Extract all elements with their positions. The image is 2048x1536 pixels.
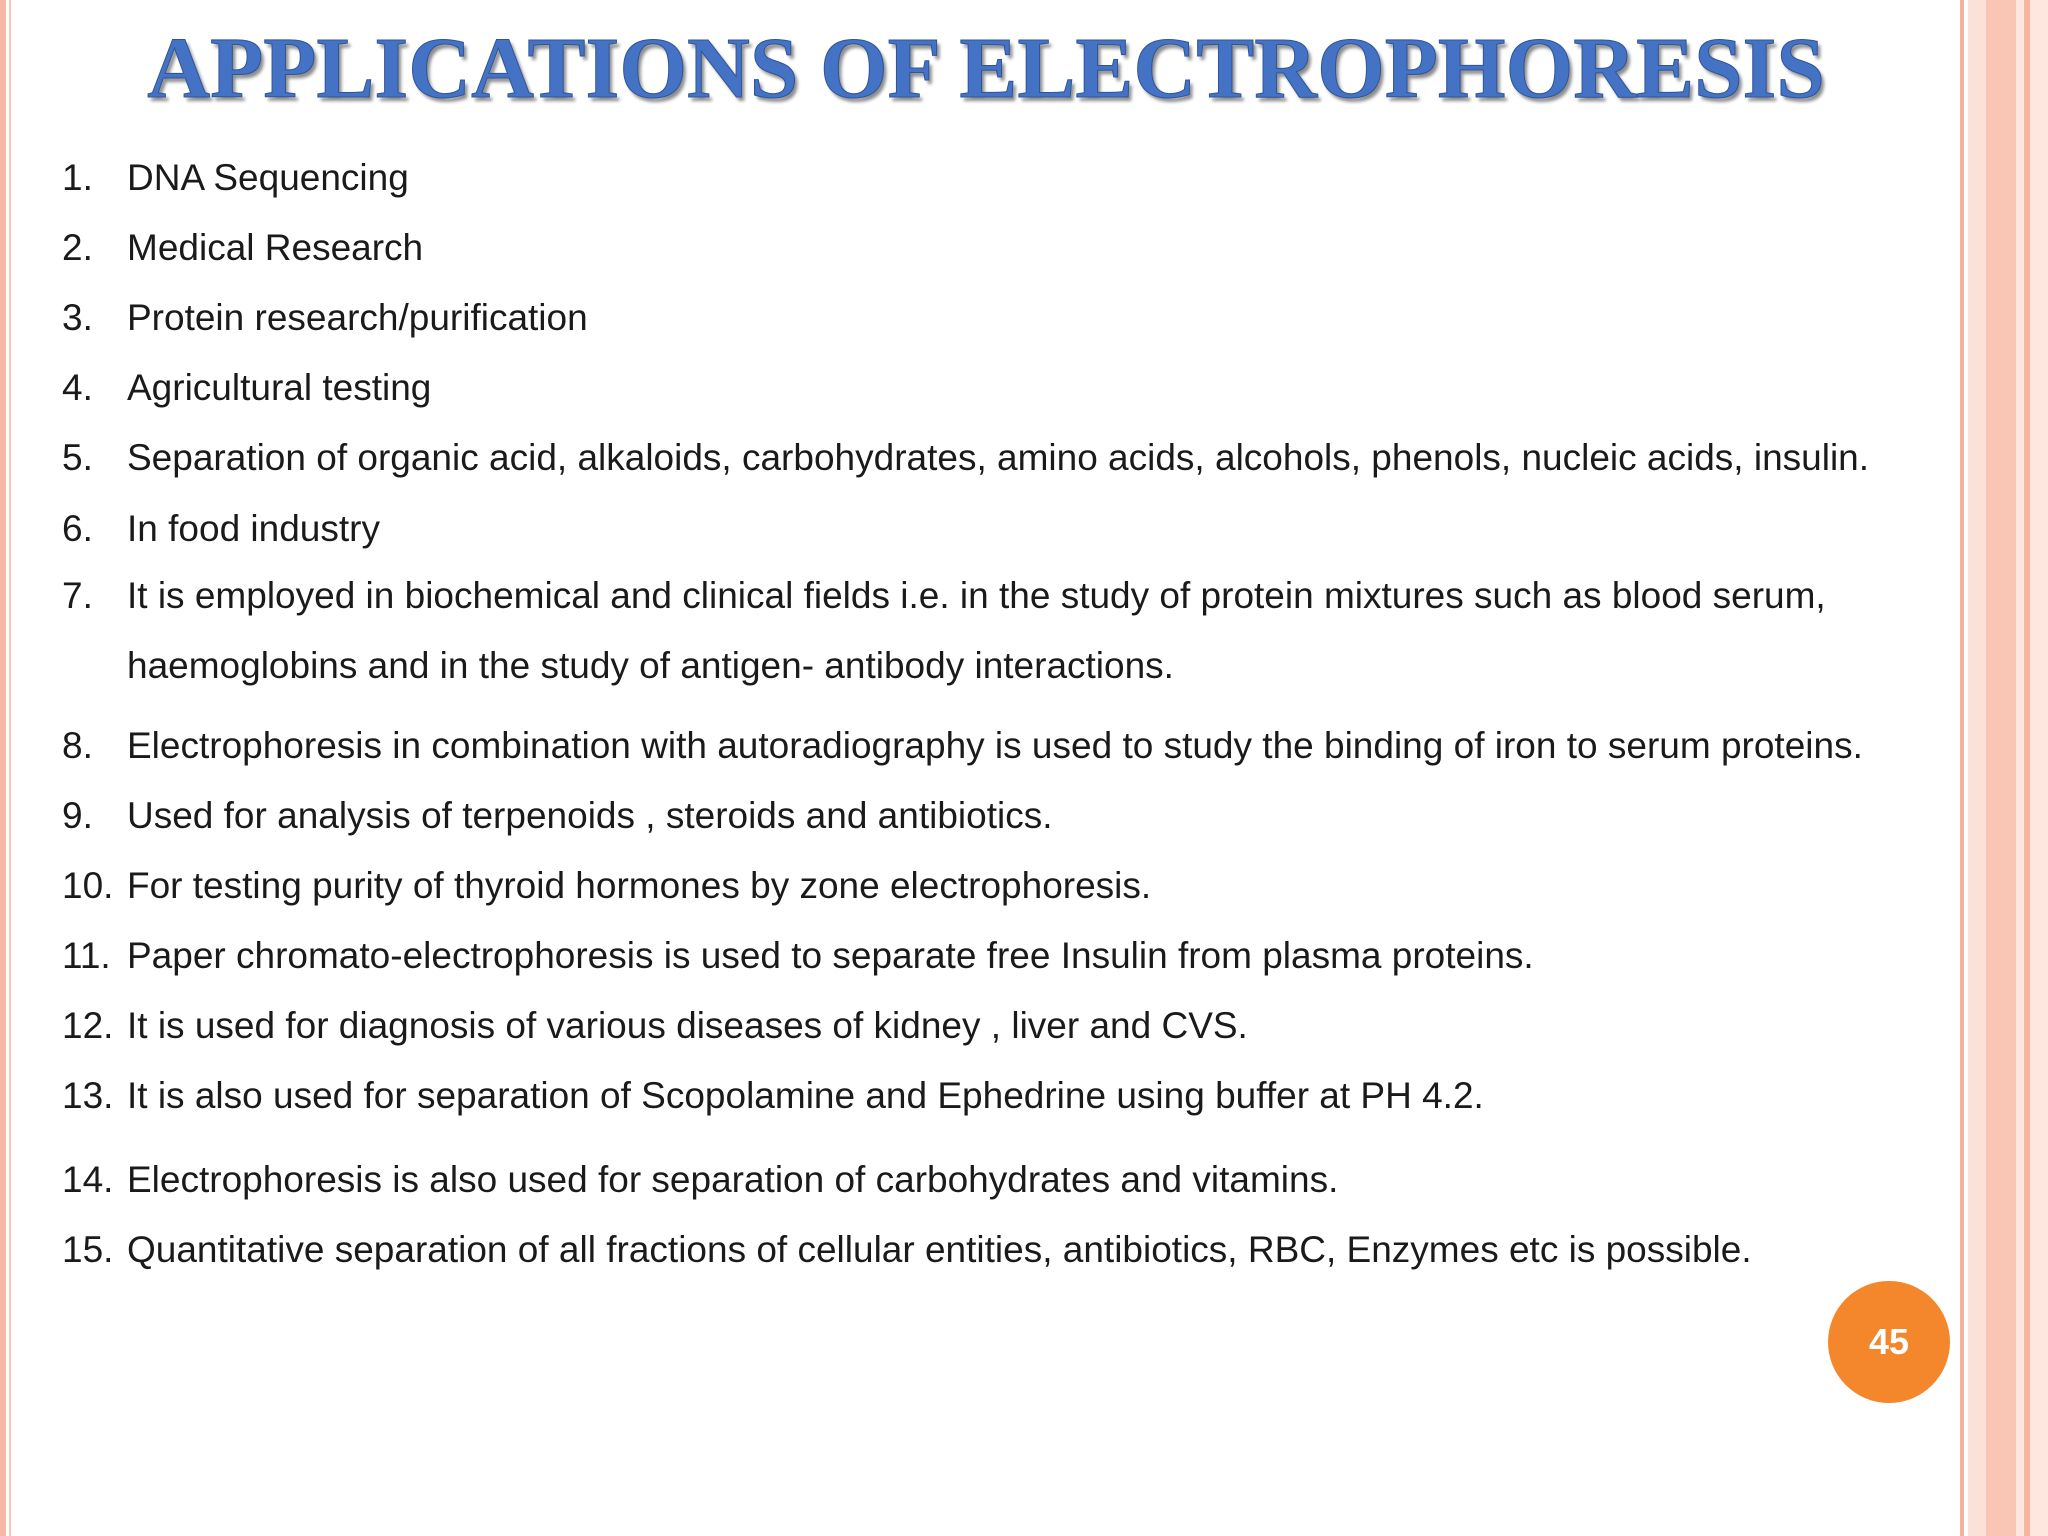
list-item-number: 12. xyxy=(62,1005,114,1046)
frame-stripe-right xyxy=(1960,0,1964,1536)
list-item-text: Paper chromato-electrophoresis is used to separate free Insulin from plasma proteins. xyxy=(127,935,1534,976)
list-item-number: 9. xyxy=(62,795,93,836)
list-item xyxy=(62,1061,1926,1131)
list-item xyxy=(62,921,1926,991)
frame-stripe-left xyxy=(0,0,6,1536)
frame-stripe-right xyxy=(2024,0,2030,1536)
list-item-text: Medical Research xyxy=(127,227,424,268)
list-item xyxy=(62,497,1926,561)
list-item-number: 8. xyxy=(62,725,93,766)
list-item xyxy=(62,1215,1926,1285)
list-item-number: 11. xyxy=(62,935,111,976)
list-item-text: Separation of organic acid, alkaloids, carbohydrates, amino acids, alcohols, phenols, nucleic acids, insulin. xyxy=(127,437,1870,478)
list-item xyxy=(62,143,1926,213)
list-item-text: Electrophoresis in combination with autoradiography is used to study the binding of iron to serum proteins. xyxy=(127,725,1863,766)
applications-list xyxy=(62,143,1926,1285)
list-item xyxy=(62,283,1926,353)
slide-title: APPLICATIONS OF ELECTROPHORESIS xyxy=(147,19,1825,116)
list-item-number: 2. xyxy=(62,227,93,268)
list-item-text: Quantitative separation of all fractions of cellular entities, antibiotics, RBC, Enzymes etc is possible. xyxy=(127,1229,1752,1270)
list-item-number: 10. xyxy=(62,865,114,906)
list-item-number: 1. xyxy=(62,157,93,198)
list-item xyxy=(62,711,1926,781)
list-item-text: It is also used for separation of Scopolamine and Ephedrine using buffer at PH 4.2. xyxy=(127,1075,1484,1116)
list-item-number: 13. xyxy=(62,1075,114,1116)
list-item-text: For testing purity of thyroid hormones by zone electrophoresis. xyxy=(127,865,1152,906)
list-item-number: 4. xyxy=(62,367,93,408)
list-item xyxy=(62,353,1926,423)
list-item xyxy=(62,561,1926,701)
list-item xyxy=(62,991,1926,1061)
frame-stripe-right xyxy=(2016,0,2048,1536)
list-item-number: 6. xyxy=(62,508,93,549)
list-item-number: 3. xyxy=(62,297,93,338)
list-item-text: Used for analysis of terpenoids , steroids and antibiotics. xyxy=(127,795,1053,836)
list-item-text: Agricultural testing xyxy=(127,367,432,408)
list-item-number: 5. xyxy=(62,437,93,478)
list-item-number: 15. xyxy=(62,1229,114,1270)
list-item-text: Protein research/purification xyxy=(127,297,588,338)
list-item-number: 14. xyxy=(62,1159,114,1200)
list-item-text: In food industry xyxy=(127,508,380,549)
list-item xyxy=(62,781,1926,851)
list-item-text: Electrophoresis is also used for separation of carbohydrates and vitamins. xyxy=(127,1159,1339,1200)
list-item-number: 7. xyxy=(62,575,93,616)
page-number-badge: 45 xyxy=(1828,1281,1950,1403)
frame-stripe-left-thin xyxy=(9,0,11,1536)
list-item xyxy=(62,213,1926,283)
list-item-text: It is employed in biochemical and clinical fields i.e. in the study of protein mixtures such as blood serum, haemoglobins and in the study of antigen- antibody interactions. xyxy=(127,575,1826,686)
list-item xyxy=(62,423,1926,493)
list-item-text: It is used for diagnosis of various diseases of kidney , liver and CVS. xyxy=(127,1005,1248,1046)
list-item xyxy=(62,1145,1926,1215)
frame-stripe-right xyxy=(1986,0,2016,1536)
list-item-text: DNA Sequencing xyxy=(127,157,409,198)
list-item xyxy=(62,851,1926,921)
frame-stripe-right xyxy=(1968,0,1986,1536)
